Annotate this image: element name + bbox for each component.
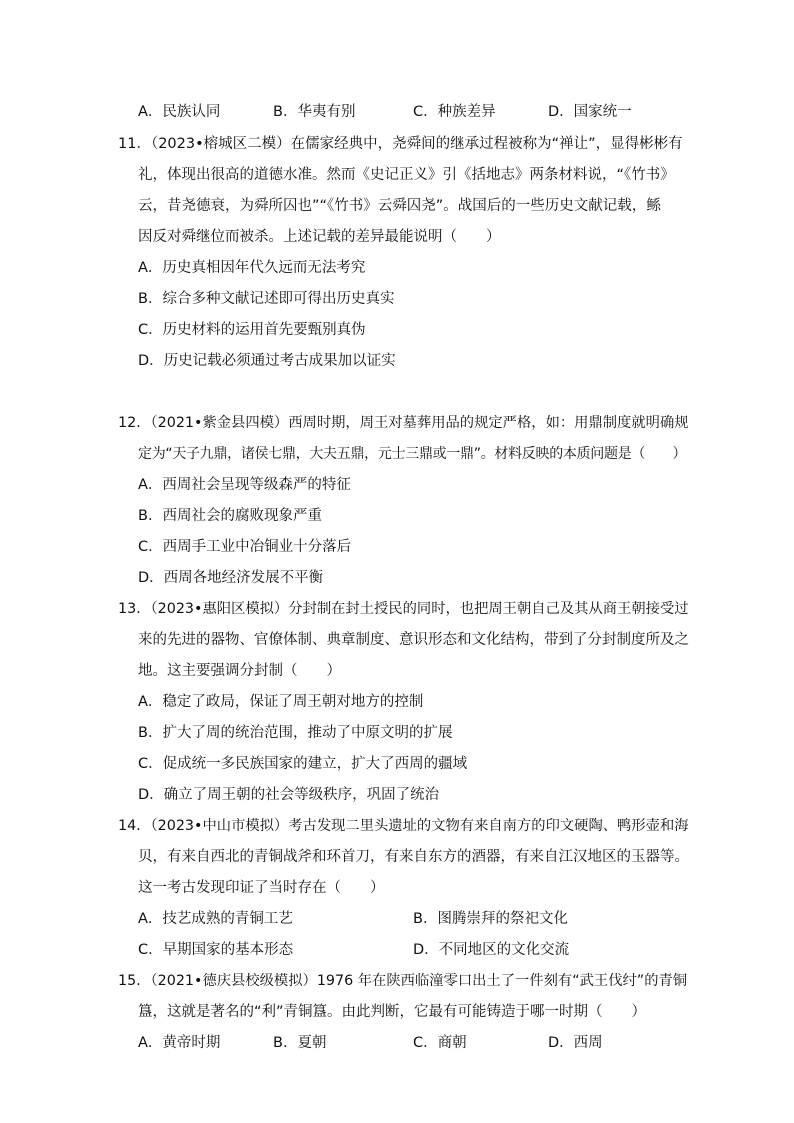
q10-option-b: B．华夷有别: [273, 104, 356, 120]
q15-stem-line-1: 15．（2021•德庆县校级模拟）1976 年在陕西临潼零口出土了一件刻有“武王伐纣”的青铜: [118, 973, 688, 989]
q14-option-a: A．技艺成熟的青铜工艺: [138, 911, 293, 927]
q13-option-c: C．促成统一多民族国家的建立，扩大了西周的疆域: [138, 756, 468, 772]
q14-option-c: C．早期国家的基本形态: [138, 942, 294, 958]
q15-option-a: A．黄帝时期: [138, 1035, 221, 1051]
q15-option-d: D．西周: [548, 1035, 603, 1051]
q12-stem-line-1: 12．（2021•紫金县四模）西周时期，周王对墓葬用品的规定严格，如：用鼎制度就明确规: [118, 415, 689, 431]
q13-option-d: D．确立了周王朝的社会等级秩序，巩固了统治: [138, 787, 440, 803]
q15-option-c: C．商朝: [413, 1035, 467, 1051]
q12-option-d: D．西周各地经济发展不平衡: [138, 570, 324, 586]
q11-option-d: D．历史记载必须通过考古成果加以证实: [138, 353, 396, 369]
q14-stem-line-3: 这一考古发现印证了当时存在（ ）: [138, 880, 385, 896]
q11-stem-line-3: 云，昔尧德衰，为舜所囚也”“《竹书》云舜囚尧”。战国后的一些历史文献记载，鲧: [138, 198, 661, 214]
q11-stem-line-1: 11．（2023•榕城区二模）在儒家经典中，尧舜间的继承过程被称为“禅让”，显得彬彬有: [118, 136, 683, 152]
q13-stem-line-1: 13．（2023•惠阳区模拟）分封制在封土授民的同时，也把周王朝自己及其从商王朝接受过: [118, 601, 689, 617]
q13-option-b: B．扩大了周的统治范围，推动了中原文明的扩展: [138, 725, 453, 741]
q15-option-b: B．夏朝: [273, 1035, 327, 1051]
q14-option-d: D．不同地区的文化交流: [413, 942, 570, 958]
q10-option-d: D．国家统一: [548, 104, 632, 120]
q12-option-b: B．西周社会的腐败现象严重: [138, 508, 322, 524]
q11-option-a: A．历史真相因年代久远而无法考究: [138, 260, 366, 276]
q13-stem-line-2: 来的先进的器物、官僚体制、典章制度、意识形态和文化结构，带到了分封制度所及之: [138, 632, 689, 648]
q10-option-a: A．民族认同: [138, 104, 221, 120]
q13-stem-line-3: 地。这主要强调分封制（ ）: [138, 663, 341, 679]
q12-stem-line-2: 定为“天子九鼎，诸侯七鼎，大夫五鼎，元士三鼎或一鼎”。材料反映的本质问题是（ ）: [138, 446, 687, 462]
q12-option-c: C．西周手工业中冶铜业十分落后: [138, 539, 352, 555]
q10-option-c: C．种族差异: [413, 104, 496, 120]
q12-option-a: A．西周社会呈现等级森严的特征: [138, 477, 351, 493]
q15-stem-line-2: 簋，这就是著名的“利”青铜簋。由此判断，它最有可能铸造于哪一时期（ ）: [138, 1004, 647, 1020]
q11-option-b: B．综合多种文献记述即可得出历史真实: [138, 291, 395, 307]
q14-stem-line-2: 贝，有来自西北的青铜战斧和环首刀，有来自东方的酒器，有来自江汉地区的玉器等。: [138, 849, 689, 865]
q11-option-c: C．历史材料的运用首先要甄别真伪: [138, 322, 366, 338]
q14-option-b: B．图腾崇拜的祭祀文化: [413, 911, 568, 927]
q13-option-a: A．稳定了政局，保证了周王朝对地方的控制: [138, 694, 424, 710]
q11-stem-line-2: 礼，体现出很高的道德水准。然而《史记正义》引《括地志》两条材料说，“《竹书》: [138, 167, 675, 183]
q14-stem-line-1: 14．（2023•中山市模拟）考古发现二里头遗址的文物有来自南方的印文硬陶、鸭形壶和海: [118, 818, 689, 834]
q11-stem-line-4: 因反对舜继位而被杀。上述记载的差异最能说明（ ）: [138, 229, 501, 245]
